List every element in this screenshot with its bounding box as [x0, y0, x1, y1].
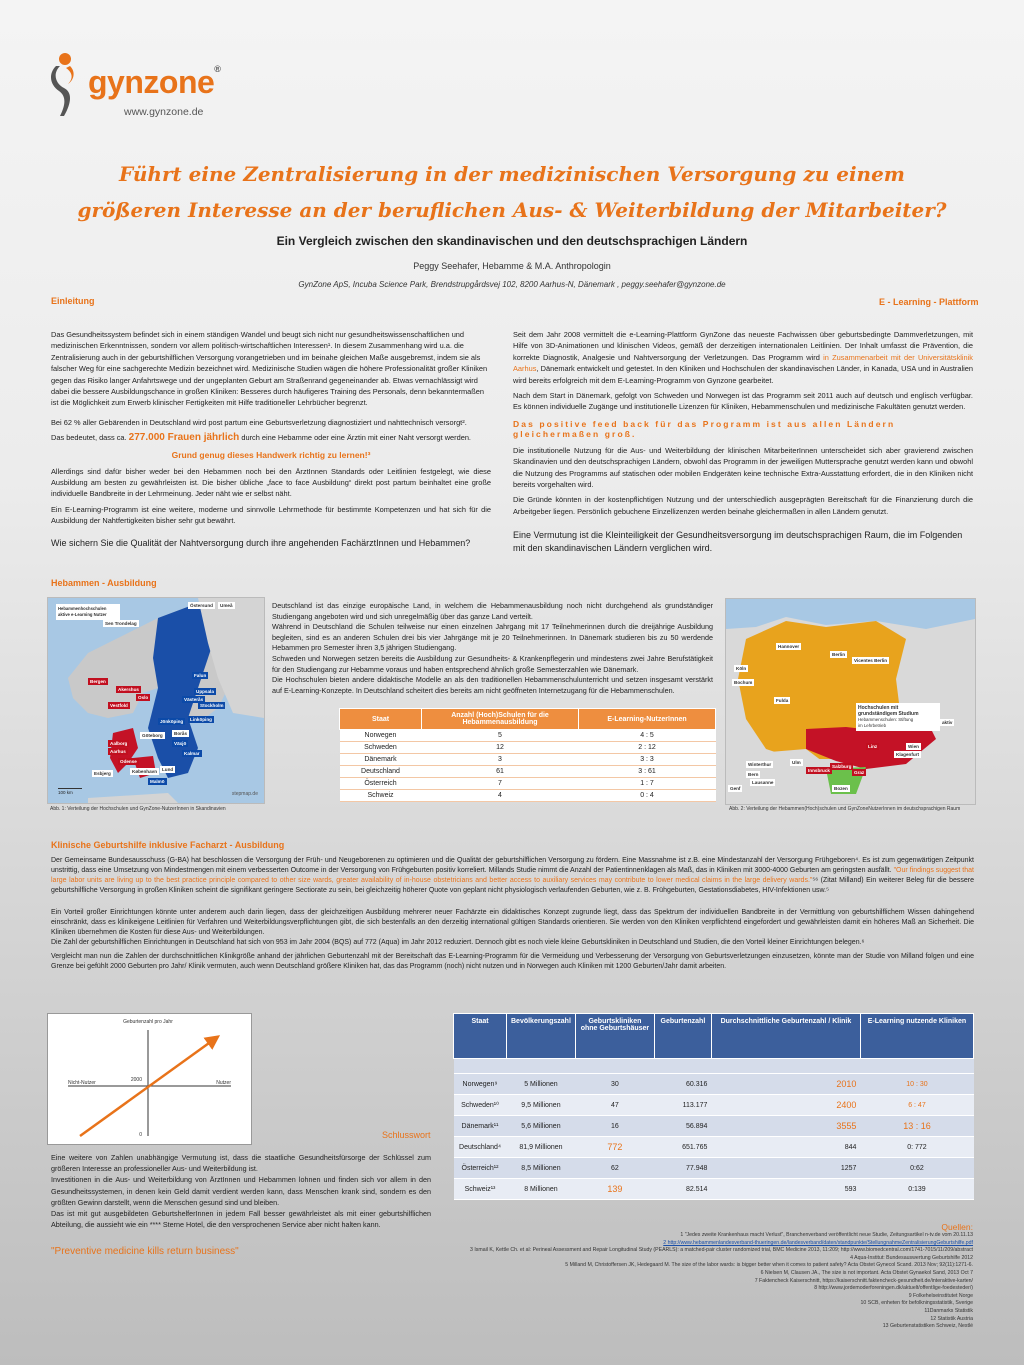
- table-row: [340, 790, 716, 802]
- t2-cell: 62: [575, 1158, 654, 1179]
- quelle-item[interactable]: 2 http://www.hebammenlandesverband-thueringen.de/landesverband/daten/standpunkte/StellungnahmeZentralisierungGeburtshilfe.pdf: [663, 1239, 973, 1246]
- einleitung-section: [51, 329, 491, 549]
- t2-header-bevoelkerung: Bevölkerungszahl: [507, 1014, 576, 1059]
- t2-spacer: [454, 1059, 974, 1074]
- klinische-p3: Vergleicht man nun die Zahlen der durchschnittlichen Klinikgröße anhand der jährlichen Geburtenzahl mit der Bereitschaft das E-Learning-Programm für die Vermeidung und Verbesserung der Versorgung von Geburtsverletzungen einzusetzen, könnte man der Studie von Milland folgen und eine Grenze bei gefühlt 2000 Geburten pro Jahr/ Klinik vermuten, auch wenn Deutschland größere Kliniken hat, das das Programm (noch) nicht nutzen und in Norwegen auch Kliniken mit 1200 Geburten/Jahr damit arbeiten.: [51, 953, 974, 970]
- t2-header-durchschnitt: Durchschnittliche Geburtenzahl / Klinik: [711, 1014, 860, 1059]
- map1-label-jonkoping: Jönköping: [160, 719, 184, 724]
- t1-header-schulen: Anzahl (Hoch)Schulen für die Hebammenausbildung: [422, 709, 579, 730]
- einleitung-p3a: Das bedeutet, dass ca.: [51, 433, 127, 443]
- map1-legend-item2: Sen Trondelag: [105, 621, 137, 626]
- table-row: [454, 1179, 974, 1200]
- einleitung-p5: Ein E-Learning-Programm ist eine weitere, moderne und sinnvolle Lehrmethode für bestimmte Kompetenzen und hat sich für die Ausbildung der Nahtfertigkeiten bisher sehr gut bewährt.: [51, 504, 491, 526]
- hebammen-table: [339, 708, 716, 802]
- quelle-item: 8 http://www.jordemoderforeningen.dk/aktuelt/offentlige-foedesteder/): [814, 1285, 973, 1292]
- map2-label-linz: Linz: [868, 744, 878, 749]
- table-row: [454, 1074, 974, 1095]
- einleitung-heading: Einleitung: [51, 296, 95, 306]
- chart-xlabel-left: Nicht-Nutzer: [68, 1080, 96, 1086]
- t2-cell: 56.894: [654, 1116, 711, 1137]
- t2-cell: 16: [575, 1116, 654, 1137]
- map2-label-fulda: Fulda: [776, 698, 789, 703]
- map2-legend-item2: im Lehrbetrieb: [858, 723, 887, 728]
- map1-label-akershus: Akershus: [118, 687, 139, 692]
- t2-header-kliniken: Geburtskliniken ohne Geburtshäuser: [575, 1014, 654, 1059]
- elearning-p5: Eine Vermutung ist die Kleinteiligkeit der Gesundheitsversorgung im deutschsprachigen Raum, die im Folgenden mit den skandinavischen Ländern verglichen wird.: [513, 530, 963, 554]
- einleitung-p2: Bei 62 % aller Gebärenden in Deutschland wird post partum eine Geburtsverletzung diagnostiziert und nahttechnisch versorgt².: [51, 417, 467, 427]
- map1-label-kalmar: Kalmar: [184, 751, 200, 756]
- t2-cell: 113.177: [654, 1095, 711, 1116]
- schluss-motto: "Preventive medicine kills return business": [51, 1246, 239, 1257]
- hebammen-text: Deutschland ist das einzige europäische Land, in welchem die Hebammenausbildung noch nicht durchgehend als grundständiger Studiengang angeboten wird und sich unregelmäßig über das ganze Land verteilt. Während in Deutschland die Schulen teilweise nur einen einzelnen Jahrgang mit 17 Teilnehmerinnen durch die dreijährige Ausbildung begleiten, sind es an anderen Schulen drei bis vier Jahrgänge mit je 20 Teilnehmerinnen. In Dänemark studieren bis zu 50 werdende Hebammen pro Semester ihren 3,5 jährigen Studiengang. Schweden und Norwegen setzen bereits die Ausbildung zur Gesundheits- & Krankenpflegerin und mindestens zwei Jahre Berufstätigkeit für den Studiengang zur Hebamme voraus und haben entsprechend ähnlich große Semesterzahlen wie Dänemark. Die Hochschulen bieten andere didaktische Modelle an als den traditionellen Hebammenschulunterricht und setzen insgesamt verstärkt auf E-Learning-Konzepte. In Deutschland scheitert dies bereits am nicht geöffneten Internetzugang für die Hebammenschulen.: [272, 601, 713, 695]
- map1-caption: Abb. 1: Verteilung der Hochschulen und GynZone-NutzerInnen in Skandinavien: [50, 806, 226, 812]
- t2-cell: 2400: [711, 1095, 860, 1116]
- elearning-p1-highlight: in Zusammenarbeit mit der Universitätsklinik Aarhus: [513, 352, 973, 374]
- t2-cell: 139: [575, 1179, 654, 1200]
- map1-label-malmo: Malmö: [150, 779, 165, 784]
- klinische-heading: Klinische Geburtshilfe inklusive Facharzt - Ausbildung: [51, 840, 285, 850]
- map1-label-stockholm: Stockholm: [200, 703, 224, 708]
- poster-title: [0, 156, 1024, 228]
- table-row: [340, 778, 716, 790]
- t1-cell: 7: [422, 778, 579, 790]
- logo-registered: ®: [214, 64, 221, 74]
- t1-header-staat: Staat: [340, 709, 422, 730]
- map2-label-klagenfurt: Klagenfurt: [896, 752, 919, 757]
- t1-cell: Norwegen: [340, 730, 422, 742]
- map1-label-oslo: Oslo: [138, 695, 149, 700]
- map2-label-salzburg: Salzburg: [832, 764, 852, 769]
- t1-cell: 1 : 7: [579, 778, 716, 790]
- quellen-heading: Quellen:: [941, 1222, 973, 1232]
- map2-label-vicentes: Vicentes Berlin: [854, 658, 888, 663]
- map1-label-bergen: Bergen: [90, 679, 106, 684]
- t1-cell: 3 : 3: [579, 754, 716, 766]
- map2-legend-item3: aktiv: [942, 720, 953, 725]
- t1-cell: 2 : 12: [579, 742, 716, 754]
- geburten-chart: [47, 1013, 252, 1145]
- t2-header-geburten: Geburtenzahl: [654, 1014, 711, 1059]
- map1-label-lund: Lund: [162, 767, 174, 772]
- table-row: [454, 1116, 974, 1137]
- logo-wordmark: [88, 64, 220, 101]
- t1-header-nutzer: E-Learning-NutzerInnen: [579, 709, 716, 730]
- chart-ytick-2000: 2000: [130, 1077, 142, 1083]
- map1-legend-item1: aktive e-Learning Nutzer: [58, 612, 107, 617]
- logo-url: www.gynzone.de: [124, 106, 204, 118]
- quelle-item: 9 Folkehelseinstitutet Norge: [908, 1292, 973, 1299]
- einleitung-p3: [51, 432, 491, 443]
- map1-label-odense: Odense: [120, 759, 137, 764]
- t2-cell: 3555: [711, 1116, 860, 1137]
- schluss-text: Eine weitere von Zahlen unabhängige Vermutung ist, dass die staatliche Gesundheitsfürsorge der Schlüssel zum größeren Interesse an professioneller Aus- und Weiterbildung ist. Investitionen in die Aus- und Weiterbildung von ÄrztInnen und Hebammen lohnen und finden sich vor allem in den Gesundheitssystemen, in denen kein Geld damit verdient werden kann, dass Menschen krank sind, sondern es den größten Gewinn darstellt, wenn die Menschen gesund sind und bleiben. Das ist mit gut ausgebildeten GeburtshelferInnen in jedem Fall besser gewährleistet als mit einer geburtshilflichen Abteilung, die aussieht wie ein **** Sterne Hotel, die den versprochenen Service aber nicht halten kann.: [51, 1153, 431, 1230]
- quelle-item: 3 Ismail K, Kettle Ch. et al: Perineal Assessment and Repair Longitudinal Study (PEARLS): a matched-pair cluster randomized trial, BMC Medicine 2013, 11:209; http://www.biomedcentral.com/1741-7015/11/209/abstract: [470, 1247, 973, 1254]
- chart-xlabel-right: Nutzer: [216, 1080, 231, 1086]
- map1-label-falun: Falun: [194, 673, 207, 678]
- map1-legend: [56, 604, 120, 620]
- quelle-item: 4 Aqua-Institut: Bundesauswertung Geburtshilfe 2012: [850, 1254, 973, 1261]
- map1-label-kobenhavn: København: [132, 769, 158, 774]
- map2-legend-item1: Hebammenschulen: Stiftung: [858, 717, 914, 722]
- map1-label-vaxjo: Växjö: [174, 741, 187, 746]
- t1-cell: 4: [422, 790, 579, 802]
- einleitung-subhead: Grund genug dieses Handwerk richtig zu lernen!³: [171, 449, 371, 460]
- map1-legend-title: Hebammenhochschulen: [58, 606, 107, 611]
- t1-cell: Dänemark: [340, 754, 422, 766]
- t1-cell: 3: [422, 754, 579, 766]
- table-row: [340, 730, 716, 742]
- map1-label-aalborg: Aalborg: [110, 741, 128, 746]
- map1-label-vasteras: Västerås: [184, 697, 204, 702]
- einleitung-highlight: 277.000 Frauen jährlich: [128, 432, 240, 444]
- t2-cell: Schweiz¹³: [454, 1179, 507, 1200]
- t2-cell: Österreich¹²: [454, 1158, 507, 1179]
- t2-cell: Norwegen⁹: [454, 1074, 507, 1095]
- t2-cell: 772: [575, 1137, 654, 1158]
- t2-cell: 5,6 Millionen: [507, 1116, 576, 1137]
- map1-label-ostersund: Östersund: [190, 603, 213, 608]
- gynzone-logo-icon: [50, 52, 80, 118]
- t2-cell: 844: [711, 1137, 860, 1158]
- t2-header-staat: Staat: [454, 1014, 507, 1059]
- elearning-p4: Die Gründe könnten in der kostenpflichtigen Nutzung und der unterschiedlich ausgeprägten Bereitschaft für die Finanzierung durch die Arbeitgeber liegen. Persönlich gebuchene Einzellizenzen werden beinahe gleichermaßen in allen Ländern genutzt.: [513, 495, 973, 516]
- quelle-item: 12 Statistik Austria: [930, 1315, 973, 1322]
- t2-cell: 8,5 Millionen: [507, 1158, 576, 1179]
- map1-label-esbjerg: Esbjerg: [94, 771, 111, 776]
- t1-cell: Schweiz: [340, 790, 422, 802]
- map2-legend-title: Hochschulen mit grundständigem Studium: [858, 705, 919, 717]
- map2-label-genf: Genf: [730, 786, 741, 791]
- map2-label-berlin: Berlin: [832, 652, 846, 657]
- elearning-feedback: Das positive feed back für das Programm ist aus allen Ländern gleichermaßen groß.: [513, 418, 896, 439]
- t2-cell: Deutschland⁴: [454, 1137, 507, 1158]
- subtitle: Ein Vergleich zwischen den skandinavischen und den deutschsprachigen Ländern: [276, 234, 748, 248]
- t2-cell: 593: [711, 1179, 860, 1200]
- quelle-item: 1 "Jedes zweite Krankenhaus macht Verlust", Branchenverband veröffentlicht neue Studie, Zeitungsartikel n-tv.de vom 20.11.13: [680, 1232, 973, 1238]
- map2-label-lausanne: Lausanne: [752, 780, 774, 785]
- t2-cell: 2010: [711, 1074, 860, 1095]
- map2-legend: [856, 703, 940, 731]
- map2-label-wien: Wien: [908, 744, 919, 749]
- map2-label-ulm: Ulm: [792, 760, 801, 765]
- table-row: [454, 1059, 974, 1074]
- t2-cell: 81,9 Millionen: [507, 1137, 576, 1158]
- elearning-heading: E - Learning - Plattform: [879, 297, 979, 307]
- table-row: [340, 754, 716, 766]
- t1-cell: Österreich: [340, 778, 422, 790]
- schluss-heading: Schlusswort: [382, 1130, 431, 1140]
- klinische-p1: [51, 856, 974, 896]
- chart-title: Geburtenzahl pro Jahr: [123, 1019, 173, 1025]
- einleitung-question: Wie sichern Sie die Qualität der Nahtversorgung durch ihre angehenden FachärztInnen und Hebammen?: [51, 537, 471, 548]
- map1-label-aarhus: Aarhus: [110, 749, 126, 754]
- table-row: [340, 766, 716, 778]
- elearning-p1b: , Dänemark entwickelt und getestet. In den Kliniken und Hochschulen der skandinavischen Länder, in Kanada, USA und in Australien wird bereits erfolgreich mit dem E-Learning-Programm von Gynzone gearbeitet.: [513, 364, 973, 385]
- quelle-item: 5 Milland M, Christoffersen JK, Hedegaard M. The size of the labor wards: is bigger better when it comes to patient safety? Acta Obstet Gynecol Scand. 2013 Nov; 92(11):1271-6.: [565, 1262, 973, 1269]
- t1-cell: 4 : 5: [579, 730, 716, 742]
- quelle-item: 7 Faktencheck Kaiserschnitt, https://kaiserschnitt.faktencheck-gesundheit.de/interaktive-karten/: [754, 1277, 973, 1284]
- klinische-quote: "Our findings suggest that large labor units are living up to the best practice principle compared to other size wards, greater availability of in-house obstetricians and better access to auxiliary services may contribute to lower medical claims in the large delivery wards.": [51, 867, 974, 884]
- t2-cell: 8 Millionen: [507, 1179, 576, 1200]
- t1-cell: 0 : 4: [579, 790, 716, 802]
- map2-label-hannover: Hannover: [778, 644, 800, 649]
- author: Peggy Seehafer, Hebamme & M.A. Anthropologin: [413, 261, 611, 271]
- t2-cell: 10 : 30: [860, 1074, 973, 1095]
- t1-cell: Deutschland: [340, 766, 422, 778]
- table-row: [454, 1158, 974, 1179]
- t2-cell: 82.514: [654, 1179, 711, 1200]
- title-line-1: Führt eine Zentralisierung in der medizinischen Versorgung zu einem: [119, 162, 905, 186]
- map2-label-winterthur: Winterthur: [748, 762, 772, 767]
- t1-cell: Schweden: [340, 742, 422, 754]
- t2-header-elearning: E-Learning nutzende Kliniken: [860, 1014, 973, 1059]
- elearning-p1: [513, 329, 973, 386]
- elearning-section: [513, 329, 973, 555]
- t2-cell: Dänemark¹¹: [454, 1116, 507, 1137]
- t2-cell: 651.765: [654, 1137, 711, 1158]
- t2-cell: 9,5 Millionen: [507, 1095, 576, 1116]
- map2-label-bern: Bern: [748, 772, 759, 777]
- chart-svg: [48, 1014, 251, 1144]
- t2-cell: 30: [575, 1074, 654, 1095]
- t2-cell: 0:62: [860, 1158, 973, 1179]
- einleitung-p4: Allerdings sind dafür bisher weder bei den Hebammen noch bei den ÄrztInnen Standards oder Leitlinien festgelegt, wie diese Ausbildung am besten zu gewährleisten ist. Die bisher übliche „face to face Ausbildung“ direkt post partum beinhaltet eine große individuelle Bandbreite in der Lehrmeinung. Jeder näht wie er selbst näht.: [51, 466, 491, 499]
- dach-map: [725, 598, 976, 805]
- logo-name: gynzone: [88, 64, 215, 100]
- map1-label-vestfold: Vestfold: [110, 703, 128, 708]
- quelle-item: 10 SCB, enheten för befolkningsstatistik, Sverige: [860, 1300, 973, 1307]
- hebammen-heading: Hebammen - Ausbildung: [51, 578, 157, 588]
- t2-cell: 6 : 47: [860, 1095, 973, 1116]
- t2-cell: 13 : 16: [860, 1116, 973, 1137]
- affiliation: GynZone ApS, Incuba Science Park, Brendstrupgårdsvej 102, 8200 Aarhus-N, Dänemark , peggy.seehafer@gynzone.de: [298, 280, 726, 289]
- map2-label-innsbruck: Innsbruck: [808, 768, 830, 773]
- quelle-item: 11Danmarks Statistik: [924, 1307, 973, 1314]
- chart-ytick-0: 0: [139, 1132, 142, 1138]
- map2-label-koeln: Köln: [736, 666, 747, 671]
- map1-label-goteborg: Göteborg: [142, 733, 163, 738]
- table-row: [454, 1095, 974, 1116]
- table-row: [454, 1137, 974, 1158]
- t2-cell: 60.316: [654, 1074, 711, 1095]
- t2-cell: 77.948: [654, 1158, 711, 1179]
- t2-cell: Schweden¹⁰: [454, 1095, 507, 1116]
- quellen-list: [273, 1232, 973, 1331]
- title-line-2: größeren Interesse an der beruflichen Aus- & Weiterbildung der Mitarbeiter?: [77, 198, 947, 222]
- map2-caption: Abb. 2: Verteilung der Hebammen(Hoch)schulen und GynZoneNutzerInnen im deutschsprachigen Raum: [729, 806, 961, 812]
- klinische-p2: Ein Vorteil großer Einrichtungen könnte unter anderem auch darin liegen, dass der gleichzeitigen Ausbildung mehrerer neuer Fachärzte ein didaktisches Konzept zugrunde liegt, dass das Spektrum der individuellen Bandbreite in der Vermittlung von geburtshilflichem Wissen dahingehend einschränkt, dass es klinikeigene Leitlinien für Verfahren und Weiterbildungsverpflichtungen gibt, die sich bestenfalls an den derzeitig international gültigen Standards orientieren. Sie werden von den Kliniken verpflichtend eingefordert und gewährleisten damit ein höheres Maß an Sicherheit. Die Kliniken übernehmen die Kosten für diese Aus- und Weiterbildungen. Die Zahl der geburtshilflichen Einrichtungen in Deutschland hat sich von 953 im Jahr 2004 (BQS) auf 772 (Aqua) im Jahr 2012 reduziert. Dennoch gibt es noch viele kleine Geburtskliniken in Deutschland und Studien, die den Vorteil kleiner Einrichtungen belegen.⁶: [51, 909, 974, 946]
- map1-credit: stepmap.de: [231, 791, 258, 797]
- logo: [50, 52, 220, 122]
- map2-label-bochum: Bochum: [734, 680, 753, 685]
- elearning-p3: Die institutionelle Nutzung für die Aus- und Weiterbildung der klinischen MitarbeiterInnen unterscheidet sich aber gravierend zwischen Skandinavien und den deutschsprachigen Ländern, obwohl das Programm in der jeweiligen Muttersprache genutzt werden kann und obwohl die Nutzung des Programms auf statischen oder mobilen Endgeräten keine technische Extra-Ausstattung erfordert, die in den Kliniken nicht bereits vorgehalten wird.: [513, 445, 973, 490]
- klinische-section: [51, 856, 974, 972]
- klinische-p1b: ⁵⁶ (Zitat Milland) Ein weiterer Beleg für die bessere geburtshilfliche Versorgung in großen Kliniken scheint die signifikant geringere Sectiorate zu sein, bei gleichzeitig höherer Quote von geplant nicht physiologisch verlaufenden Geburten, wie z. B. Frühgeburten, Gestationsdiabetes, HIV-Infektionen usw.⁵: [51, 877, 974, 894]
- t1-cell: 61: [422, 766, 579, 778]
- map2-label-bozen: Bozen: [834, 786, 848, 791]
- table-row: [340, 742, 716, 754]
- kliniken-table: [453, 1013, 974, 1200]
- einleitung-p1: Das Gesundheitssystem befindet sich in einem ständigen Wandel und beugt sich nicht nur gesundheitswissenschaftlichen und medizinischen Erkenntnissen, sondern vor allem politisch-wirtschaftlichen Interessen¹. In diesem Zusammenhang wird u.a. die Zentralisierung auch in der geburtshilflichen Versorgung vorangetrieben und im beinahe gleichen Maße ausgebremst, indem sie als falscher Weg für eine sachgerechte Medizin bezeichnet wird. Medizinische Studien wägen die höhere Professionalität großer Kliniken gegen das Risiko langer Anfahrtswege und der ungeplanten Geburt am Straßenrand gegeneinander ab. Etwas vernachlässigt wird dabei die bessere Ausbildungschance in großen Kliniken: Besseres durch häufigeres Training des Personals, denn bekanntermaßen ist die Möglichkeit zum Erwerb klinischer Fertigkeiten mit Hilfe traditioneller Lehrbücher begrenzt.: [51, 330, 488, 408]
- scandinavia-map: [47, 597, 265, 804]
- t2-cell: 0: 772: [860, 1137, 973, 1158]
- quelle-item: 13 Geburtenstatistiken Schweiz, Nestlé: [882, 1323, 973, 1330]
- t2-cell: 47: [575, 1095, 654, 1116]
- t1-cell: 5: [422, 730, 579, 742]
- klinische-p1a: Der Gemeinsame Bundesausschuss (G-BA) hat beschlossen die Versorgung der Früh- und Neugeborenen zu optimieren und die Qualität der geburtshilflichen Versorgung zu fördern. Eine Massnahme ist z.B. eine Mindestanzahl der Versorgung Frühgeboren⁴. Es ist zum gegenwärtigen Zeitpunkt unstrittig, dass eine Umsetzung von Mindestmengen mit einem verbesserten Outcome in der Versorgung von Frühgeburten positiv korreliert. Millands Studie nimmt die Anzahl der Patientinnenklagen als Maß, das in Kliniken mit 3000-4000 Geburten am geringsten ausfällt.: [51, 857, 974, 874]
- t1-cell: 12: [422, 742, 579, 754]
- map1-scale: 100 km: [58, 788, 82, 795]
- dach-map-shapes: [726, 599, 975, 804]
- map1-label-umea: Umeå: [220, 603, 233, 608]
- quelle-item: 6 Nielsen M, Clausen JA., The size is not important. Acta Obstet Gynaekol Sand, 2013 Oct 7: [760, 1269, 973, 1276]
- elearning-p1a: Seit dem Jahr 2008 vermittelt die e-Learning-Plattform GynZone das neueste Fachwissen über geburtsbedingte Dammverletzungen, mit Hilfe von 3D-Animationen und klinischen Videos, gemäß der derzeitigen internationalen Leitlinien. Der Inhalt umfasst die Prävention, die korrekte Diagnostik, Analgesie und Nahtversorgung der Verletzungen. Das Programm wird: [513, 330, 973, 362]
- map2-label-graz: Graz: [854, 770, 865, 775]
- t1-cell: 3 : 61: [579, 766, 716, 778]
- einleitung-p3b: durch eine Hebamme oder eine Ärztin mit einer Naht versorgt werden.: [241, 433, 471, 443]
- map1-label-uppsala: Uppsala: [196, 689, 214, 694]
- t2-cell: 0:139: [860, 1179, 973, 1200]
- t2-cell: 5 Millionen: [507, 1074, 576, 1095]
- t2-cell: 1257: [711, 1158, 860, 1179]
- map1-label-linkoping: Linköping: [190, 717, 212, 722]
- map1-label-boras: Borås: [174, 731, 188, 736]
- elearning-p2: Nach dem Start in Dänemark, gefolgt von Schweden und Norwegen ist das Programm seit 2011 auch auf deutsch und englisch verfügbar. Es können individuelle Zugänge und institutionelle Lizenzen für Kliniken, Hebammenschulen und medizinische Fakultäten genutzt werden.: [513, 391, 973, 412]
